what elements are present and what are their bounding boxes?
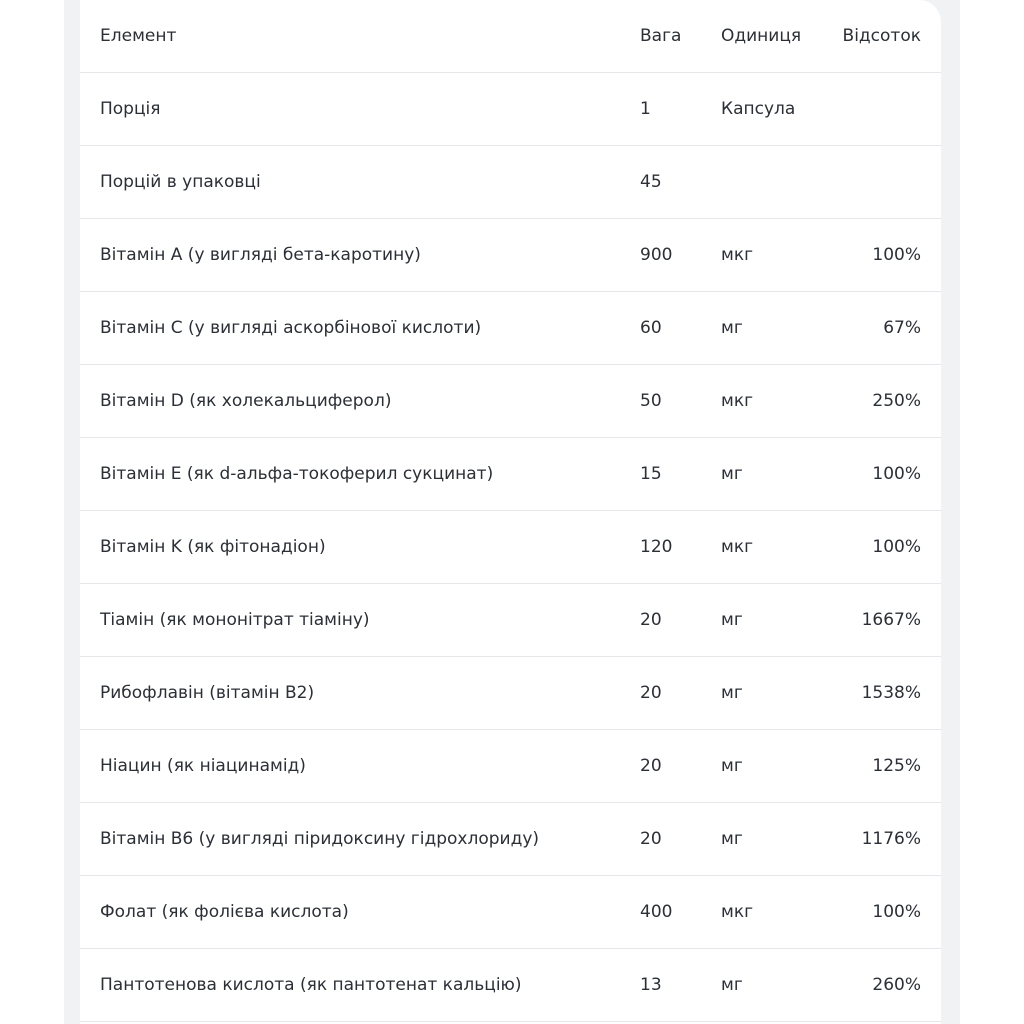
- column-header-percent: Відсоток: [842, 26, 921, 46]
- row-weight: 50: [640, 391, 662, 411]
- row-unit: мкг: [721, 391, 754, 411]
- row-element-name: Порція: [100, 99, 161, 119]
- row-percent: [811, 73, 921, 146]
- row-element-name: Пантотенова кислота (як пантотенат кальцію): [100, 975, 522, 995]
- row-weight: 900: [640, 245, 673, 265]
- row-percent: 1538%: [861, 683, 921, 703]
- table-row: [80, 803, 941, 876]
- row-element-name: Рибофлавін (вітамін B2): [100, 683, 315, 703]
- row-percent: 1176%: [861, 829, 921, 849]
- row-unit: мг: [721, 464, 743, 484]
- row-weight: 400: [640, 902, 673, 922]
- table-row: [80, 438, 941, 511]
- row-weight: 20: [640, 829, 662, 849]
- row-unit: мг: [721, 318, 743, 338]
- row-unit: Капсула: [721, 99, 796, 119]
- row-percent: 100%: [872, 245, 921, 265]
- row-unit: мкг: [721, 537, 754, 557]
- row-element-name: Порцій в упаковці: [100, 172, 261, 192]
- row-unit: мг: [721, 683, 743, 703]
- table-row: [80, 584, 941, 657]
- column-header-unit: Одиниця: [721, 26, 802, 46]
- row-unit: мг: [721, 756, 743, 776]
- row-percent: 100%: [872, 902, 921, 922]
- row-weight: 120: [640, 537, 673, 557]
- row-element-name: Вітамін E (як d-альфа-токоферил сукцинат): [100, 464, 494, 484]
- row-weight: 20: [640, 610, 662, 630]
- table-row: [80, 511, 941, 584]
- row-percent: 67%: [883, 318, 921, 338]
- nutrition-table: [80, 0, 941, 1024]
- table-row: [80, 876, 941, 949]
- table-row: [80, 657, 941, 730]
- row-percent: 1667%: [861, 610, 921, 630]
- table-row: [80, 219, 941, 292]
- row-element-name: Вітамін C (у вигляді аскорбінової кислоти): [100, 318, 482, 338]
- table-row: [80, 730, 941, 803]
- row-element-name: Вітамін K (як фітонадіон): [100, 537, 326, 557]
- row-element-name: Фолат (як фолієва кислота): [100, 902, 349, 922]
- row-unit: мкг: [721, 245, 754, 265]
- row-unit: мкг: [721, 902, 754, 922]
- row-weight: 60: [640, 318, 662, 338]
- row-percent: [811, 146, 921, 219]
- row-percent: 125%: [872, 756, 921, 776]
- row-element-name: Вітамін B6 (у вигляді піридоксину гідрохлориду): [100, 829, 540, 849]
- row-element-name: Вітамін A (у вигляді бета-каротину): [100, 245, 421, 265]
- table-row: [80, 365, 941, 438]
- row-weight: 1: [640, 99, 651, 119]
- row-percent: 100%: [872, 464, 921, 484]
- table-row: [80, 292, 941, 365]
- row-percent: 100%: [872, 537, 921, 557]
- row-weight: 20: [640, 756, 662, 776]
- row-element-name: Тіамін (як мононітрат тіаміну): [100, 610, 370, 630]
- row-weight: 13: [640, 975, 662, 995]
- row-unit: мг: [721, 975, 743, 995]
- table-row: [80, 949, 941, 1022]
- row-element-name: Вітамін D (як холекальциферол): [100, 391, 392, 411]
- row-unit: мг: [721, 610, 743, 630]
- row-percent: 250%: [872, 391, 921, 411]
- row-unit: мг: [721, 829, 743, 849]
- row-weight: 15: [640, 464, 662, 484]
- row-weight: 45: [640, 172, 662, 192]
- table-row: [80, 73, 941, 146]
- column-header-element: Елемент: [100, 26, 177, 46]
- row-weight: 20: [640, 683, 662, 703]
- table-header: [80, 0, 941, 73]
- table-row: [80, 146, 941, 219]
- row-percent: 260%: [872, 975, 921, 995]
- column-header-weight: Вага: [640, 26, 682, 46]
- row-element-name: Ніацин (як ніацинамід): [100, 756, 306, 776]
